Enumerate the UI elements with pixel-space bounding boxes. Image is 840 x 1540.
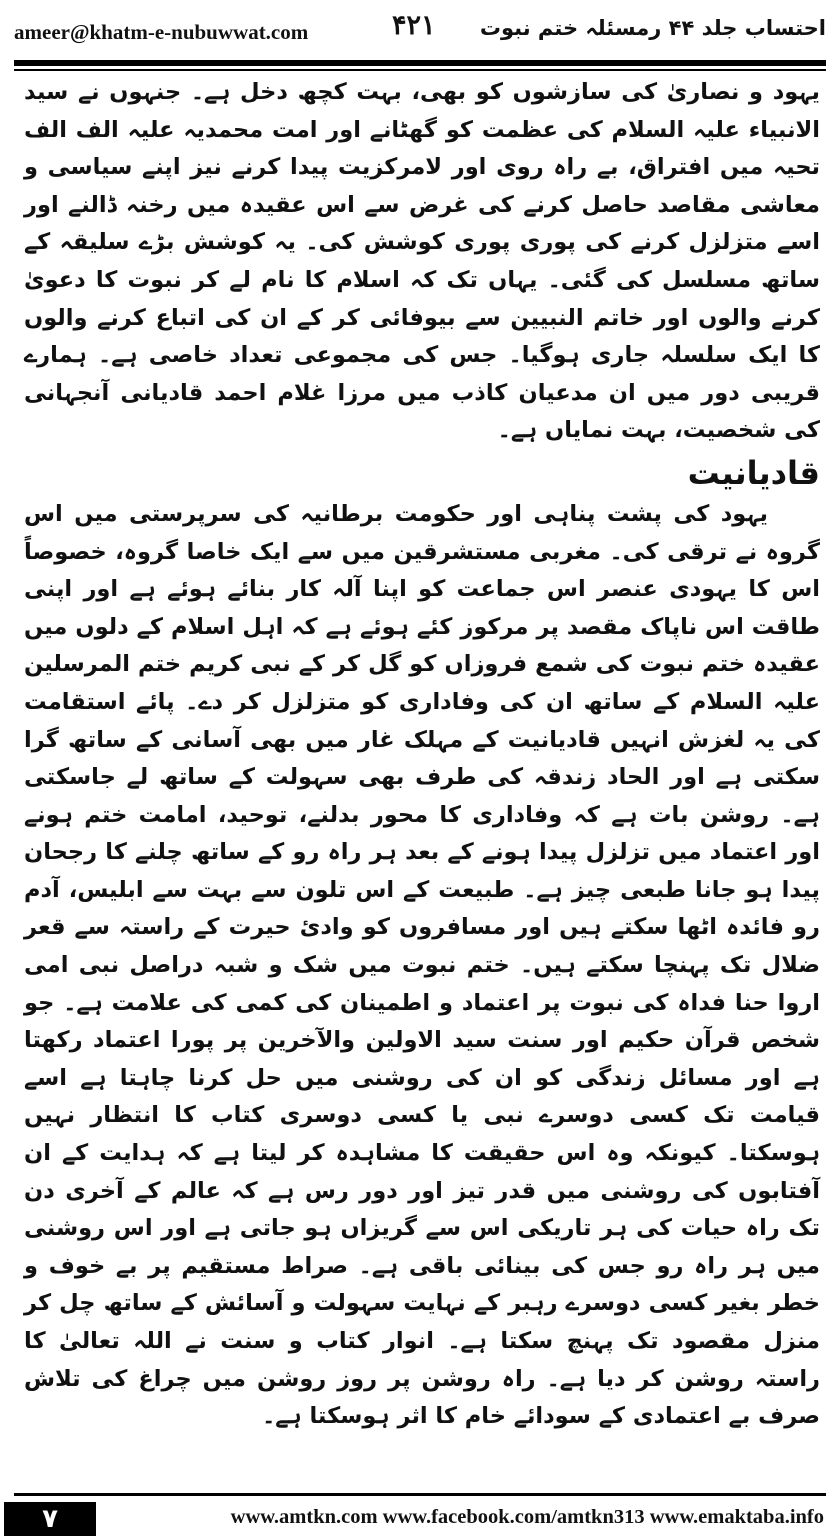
header-rule-thin [14, 69, 826, 71]
paragraph-1: یہود و نصاریٰ کی سازشوں کو بھی، بہت کچھ دخل ہے۔ جنہوں نے سید الانبیاء علیہ السلام کی عظمت کو گھٹانے اور امت محمدیہ علیہ الف الف تحیہ میں افتراق، بے راہ روی اور لامرکزیت پیدا کرنے نیز اپنے سیاسی و معاشی مقاصد حاصل کرنے کی غرض سے اس عقیدہ میں رخنہ ڈالنے اور اسے متزلزل کرنے کی پوری پوری کوشش کی۔ یہ کوشش بڑے سلیقہ کے ساتھ مسلسل کی گئی۔ یہاں تک کہ اسلام کا نام لے کر نبوت کا دعویٰ کرنے والوں اور خاتم النبیین سے بیوفائی کر کے ان کی اتباع کرنے والوں کا ایک سلسلہ جاری ہوگیا۔ جس کی مجموعی تعداد خاصی ہے۔ ہمارے قریبی دور میں ان مدعیان کاذب میں مرزا غلام احمد قادیانی آنجہانی کی شخصیت، بہت نمایاں ہے۔ [24, 79, 820, 444]
body-text [24, 74, 820, 1436]
header-page-number: ۴۲۱ [392, 10, 436, 41]
footer-urls: www.amtkn.com www.facebook.com/amtkn313 www.emaktaba.info [230, 1506, 824, 1528]
footer-page-number: ۷ [4, 1502, 96, 1536]
paragraph-2: یہود کی پشت پناہی اور حکومت برطانیہ کی سرپرستی میں اس گروہ نے ترقی کی۔ مغربی مستشرقین میں سے ایک خاصا گروہ، خصوصاً اس کا یہودی عنصر اس جماعت کو اپنا آلہ کار بنائے ہوئے ہے اور اپنی طاقت اس ناپاک مقصد پر مرکوز کئے ہوئے ہے کہ اہل اسلام کے دلوں میں عقیدہ ختم نبوت کی شمع فروزاں کو گل کر کے نبی کریم ختم المرسلین علیہ السلام کے ساتھ ان کی وفاداری کو متزلزل کر دے۔ پائے استقامت کی یہ لغزش انہیں قادیانیت کے مہلک غار میں بھی آسانی کے ساتھ گرا سکتی ہے اور الحاد زندقہ کی طرف بھی سہولت کے ساتھ لے جاسکتی ہے۔ روشن بات ہے کہ وفاداری کا محور بدلنے، توحید، امامت ختم ہونے اور اعتماد میں تزلزل پیدا ہونے کے بعد ہر راہ رو کے ساتھ چلنے کا رجحان پیدا ہو جانا طبعی چیز ہے۔ طبیعت کے اس تلون سے بہت سے ابلیس، آدم رو فائدہ اٹھا سکتے ہیں اور مسافروں کو وادیٔ حیرت کے راستہ سے قعر ضلال تک پہنچا سکتے ہیں۔ ختم نبوت میں شک و شبہ دراصل نبی امی اروا حنا فداہ کی نبوت پر اعتماد و اطمینان کی کمی کی علامت ہے۔ جو شخص قرآن حکیم اور سنت سید الاولین والآخرین پر پورا اعتماد رکھتا ہے اور مسائل زندگی کو ان کی روشنی میں حل کرنا چاہتا ہے اسے قیامت تک کسی دوسرے نبی یا کسی دوسری کتاب کا انتظار نہیں ہوسکتا۔ کیونکہ وہ اس حقیقت کا مشاہدہ کر لیتا ہے کہ ہدایت کے ان آفتابوں کی روشنی میں قدر تیز اور دور رس ہے کہ عالم کے آخری دن تک راہ حیات کی ہر تاریکی اس سے گریزاں ہو جاتی ہے اور اس روشنی میں ہر راہ رو جس کی بینائی باقی ہے۔ صراط مستقیم پر بے خوف و خطر بغیر کسی دوسرے رہبر کے نہایت سہولت و آسائش کے ساتھ چل کر منزل مقصود تک پہنچ سکتا ہے۔ انوار کتاب و سنت نے اللہ تعالیٰ کا راستہ روشن کر دیا ہے۔ راہ روشن پر روز روشن میں چراغ کی تلاش صرف بے اعتمادی کے سودائے خام کا اثر ہوسکتا ہے۔ [24, 500, 820, 1430]
header-email: ameer@khatm-e-nubuwwat.com [14, 20, 309, 44]
header-title: احتساب جلد ۴۴ رمسئلہ ختم نبوت [479, 16, 826, 40]
footer-rule [14, 1493, 826, 1496]
page-header [14, 6, 826, 54]
section-heading: قادیانیت [687, 453, 820, 492]
header-rule-thick [14, 60, 826, 66]
